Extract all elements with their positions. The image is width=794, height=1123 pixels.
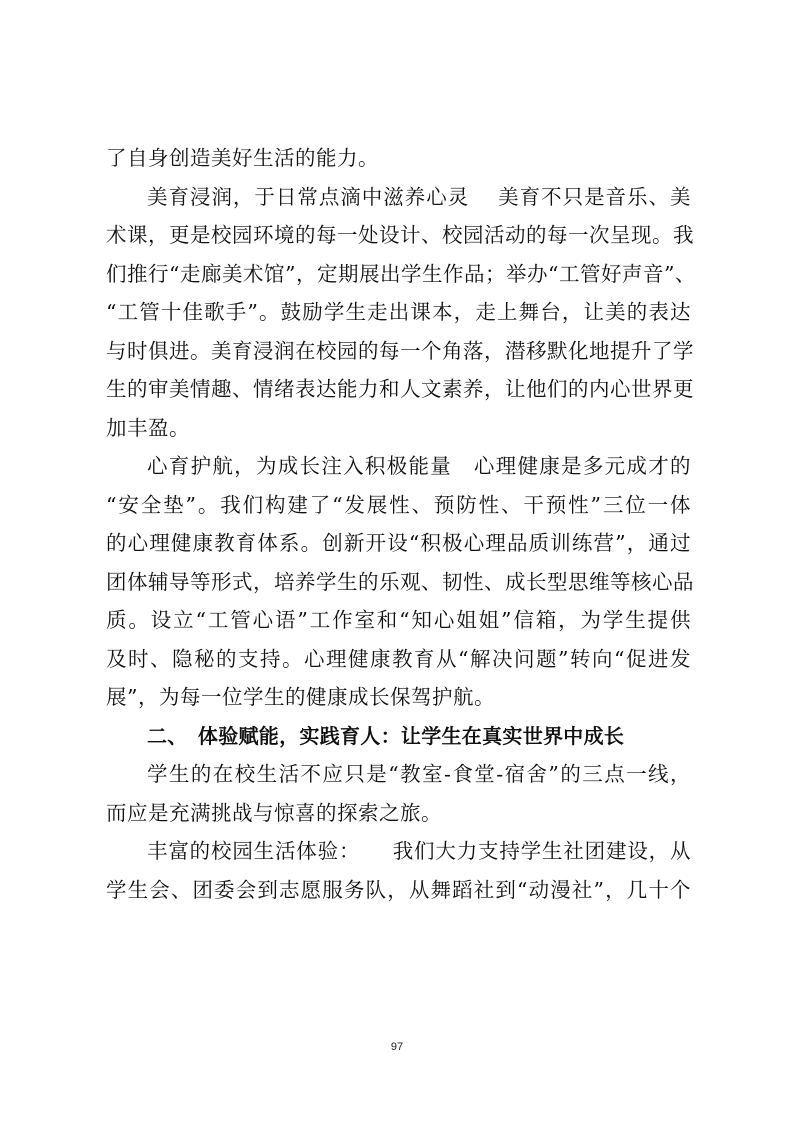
- text-line: 术课，更是校园环境的每一处设计、校园活动的每一次呈现。我: [106, 223, 694, 247]
- text-line: 展”，为每一位学生的健康成长保驾护航。: [106, 685, 495, 709]
- text-line: 美育浸润，于日常点滴中滋养心灵 美育不只是音乐、美: [147, 184, 691, 209]
- text-line: 加丰盈。: [106, 415, 190, 440]
- text-line: “安全垫”。我们构建了“发展性、预防性、干预性”三位一体: [106, 492, 691, 517]
- text-line: 心育护航，为成长注入积极能量 心理健康是多元成才的: [147, 454, 691, 478]
- text-line: 与时俱进。美育浸润在校园的每一个角落，潜移默化地提升了学: [106, 338, 694, 363]
- text-line: 的心理健康教育体系。创新开设“积极心理品质训练营”，通过: [106, 531, 691, 555]
- text-line: 学生会、团委会到志愿服务队，从舞蹈社到“动漫社”，几十个: [106, 877, 691, 902]
- body-text: [106, 139, 696, 909]
- text-line: 学生的在校生活不应只是“教室-食堂-宿舍”的三点一线，: [147, 762, 691, 786]
- text-line: 质。设立“工管心语”工作室和“知心姐姐”信箱，为学生提供: [106, 608, 691, 632]
- section-heading: 二、 体验赋能，实践育人：让学生在真实世界中成长: [147, 723, 625, 748]
- text-line: 及时、隐秘的支持。心理健康教育从“解决问题”转向“促进发: [106, 646, 691, 671]
- page-number: 97: [390, 1041, 404, 1053]
- text-line: 团体辅导等形式，培养学生的乐观、韧性、成长型思维等核心品: [106, 569, 694, 594]
- text-line: 了自身创造美好生活的能力。: [106, 146, 379, 170]
- text-line: 们推行“走廊美术馆”，定期展出学生作品；举办“工管好声音”、: [106, 261, 696, 286]
- text-line: 丰富的校园生活体验： 我们大力支持学生社团建设，从: [147, 839, 691, 863]
- text-line: “工管十佳歌手”。鼓励学生走出课本，走上舞台，让美的表达: [106, 300, 691, 324]
- text-line: 生的审美情趣、情绪表达能力和人文素养，让他们的内心世界更: [106, 377, 694, 401]
- text-line: 而应是充满挑战与惊喜的探索之旅。: [106, 800, 442, 825]
